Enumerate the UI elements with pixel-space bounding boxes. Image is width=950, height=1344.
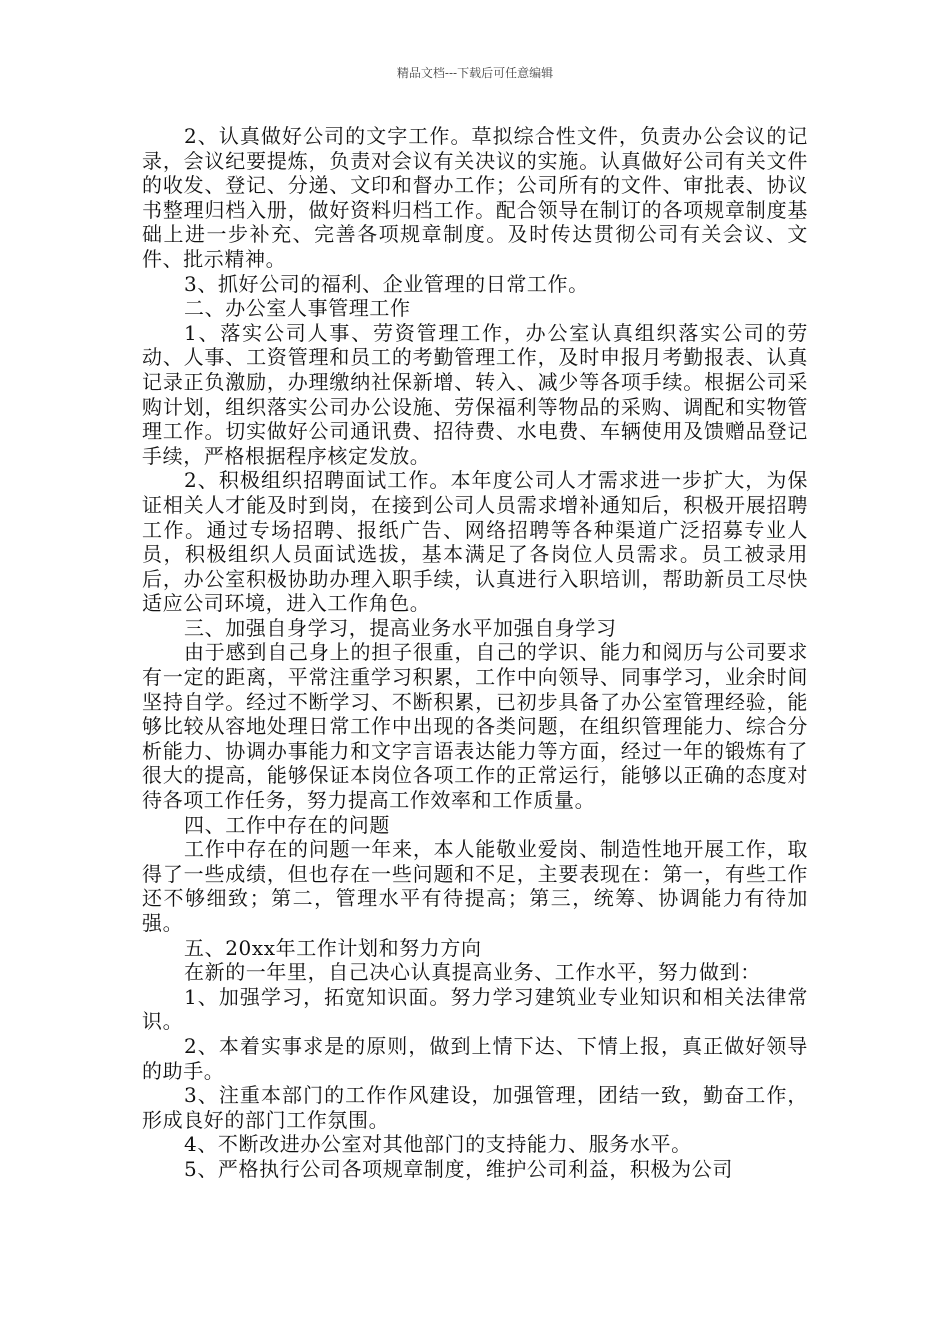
list-item: 2、本着实事求是的原则，做到上情下达、下情上报，真正做好领导的助手。 — [142, 1033, 808, 1083]
document-body — [142, 124, 808, 1182]
list-item: 5、严格执行公司各项规章制度，维护公司利益，积极为公司 — [184, 1156, 733, 1181]
paragraph: 3、抓好公司的福利、企业管理的日常工作。 — [184, 271, 589, 296]
list-item: 1、加强学习，拓宽知识面。努力学习建筑业专业知识和相关法律常识。 — [142, 984, 808, 1034]
list-item: 3、注重本部门的工作作风建设，加强管理，团结一致，勤奋工作，形成良好的部门工作氛围。 — [142, 1083, 808, 1132]
paragraph: 在新的一年里，自己决心认真提高业务、工作水平，努力做到： — [184, 960, 761, 985]
paragraph: 1、落实公司人事、劳资管理工作，办公室认真组织落实公司的劳动、人事、工资管理和员工的考勤管理工作，及时申报月考勤报表、认真记录正负激励，办理缴纳社保新增、转入、减少等各项手续。根据公司采购计划，组织落实公司办公设施、劳保福利等物品的采购、调配和实物管理工作。切实做好公司通讯费、招待费、水电费、车辆使用及馈赠品登记手续，严格根据程序核定发放。 — [142, 320, 808, 468]
paragraph: 由于感到自己身上的担子很重，自己的学识、能力和阅历与公司要求有一定的距离，平常注重学习积累，工作中向领导、同事学习，业余时间坚持自学。经过不断学习、不断积累，已初步具备了办公室管理经验，能够比较从容地处理日常工作中出现的各类问题，在组织管理能力、综合分析能力、协调办事能力和文字言语表达能力等方面，经过一年的锻炼有了很大的提高，能够保证本岗位各项工作的正常运行，能够以正确的态度对待各项工作任务，努力提高工作效率和工作质量。 — [142, 640, 808, 813]
section-heading: 五、20xx年工作计划和努力方向 — [184, 935, 482, 960]
page-header: 精品文档---下载后可任意编辑 — [396, 66, 554, 80]
section-heading: 四、工作中存在的问题 — [184, 812, 390, 837]
paragraph: 2、认真做好公司的文字工作。草拟综合性文件，负责办公会议的记录，会议纪要提炼，负责对会议有关决议的实施。认真做好公司有关文件的收发、登记、分递、文印和督办工作；公司所有的文件、审批表、协议书整理归档入册，做好资料归档工作。配合领导在制订的各项规章制度基础上进一步补充、完善各项规章制度。及时传达贯彻公司有关会议、文件、批示精神。 — [142, 124, 808, 271]
section-heading: 二、办公室人事管理工作 — [184, 296, 411, 321]
paragraph: 工作中存在的问题一年来，本人能敬业爱岗、制造性地开展工作，取得了一些成绩，但也存在一些问题和不足，主要表现在：第一，有些工作还不够细致；第二，管理水平有待提高；第三，统筹、协调能力有待加强。 — [142, 837, 808, 935]
section-heading: 三、加强自身学习，提高业务水平加强自身学习 — [184, 615, 617, 640]
paragraph: 2、积极组织招聘面试工作。本年度公司人才需求进一步扩大，为保证相关人才能及时到岗，在接到公司人员需求增补通知后，积极开展招聘工作。通过专场招聘、报纸广告、网络招聘等各种渠道广泛招募专业人员，积极组织人员面试选拔，基本满足了各岗位人员需求。员工被录用后，办公室积极协助办理入职手续，认真进行入职培训，帮助新员工尽快适应公司环境，进入工作角色。 — [142, 468, 808, 616]
list-item: 4、不断改进办公室对其他部门的支持能力、服务水平。 — [184, 1132, 692, 1157]
